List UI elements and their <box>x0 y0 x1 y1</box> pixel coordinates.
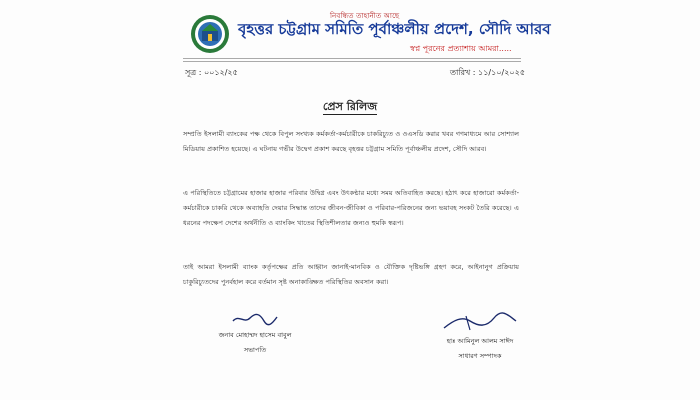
signature-scribble-icon <box>230 312 280 326</box>
organization-title: বৃহত্তর চট্টগ্রাম সমিতি পূর্বাঞ্চলীয় প্রদেশ, সৌদি আরব <box>238 20 551 38</box>
header-divider-secondary <box>183 61 521 62</box>
president-role: সভাপতি <box>243 346 267 354</box>
paragraph-3: তাই আমরা ইসলামী ব্যাংক কর্তৃপক্ষের প্রতি আহ্বান জানাই-মানবিক ও যৌক্তিক দৃষ্টিভঙ্গি গ্রহণ করে, আইনানুগ প্রক্রিয়ায় চাকুরিচ্যুতদের পুনর্বহাল করে বর্তমান সৃষ্ট অনাকাঙ্ক্ষিত পরিস্থিতির অবসান করা। <box>183 263 519 286</box>
secretary-role: সাধারণ সম্পাদক <box>458 352 502 360</box>
signature-block-president <box>200 312 310 356</box>
paragraph-2: এ পরিস্থিতিতে চট্টগ্রামের হাজার হাজার পরিবার উদ্বিগ্ন এবং উৎকণ্ঠার মধ্যে সময় অতিবাহিত করছে। হঠাৎ করে হাজারো কর্মকর্তা-কর্মচারীকে চাকরি থেকে অব্যাহতি দেয়ার সিদ্ধান্ত তাদের জীবন-জীবিকা ও পরিবার-পরিজনের জন্য ভয়াবহ সংকট তৈরি করেছে। এ ধরনের পদক্ষেপ দেশের অর্থনীতি ও ব্যাংকিং খাতের স্থিতিশীলতার জন্যও হুমকি স্বরূপ। <box>183 189 519 227</box>
organization-logo-icon <box>190 14 230 54</box>
document-title-text: প্রেস রিলিজ <box>322 100 378 113</box>
signature-block-secretary <box>425 312 535 362</box>
registered-tagline: নিবন্ধিত তাহা‍নীত আছে <box>330 12 400 20</box>
organization-slogan: স্বপ্ন পূরনের প্রত্যাশায় আমরা..... <box>410 44 512 53</box>
document-title <box>0 98 700 117</box>
header-divider <box>183 58 521 59</box>
secretary-name: হাঃ আমিনুল আলম সাঈদ <box>446 337 514 345</box>
paragraph-1: সম্প্রতি ইসলামী ব্যাংকের পক্ষ থেকে বিপুল সংখ্যক কর্মকর্তা-কর্মচারীকে চাকরিচ্যুত ও ওএসডি করার খবর গণমাধ্যমে আর সোশ্যাল মিডিয়ায় প্রকাশিত হয়েছে। এ ঘটনায় গভীর উদ্বেগ প্রকাশ করছে বৃহত্তর চট্টগ্রাম সমিতি পূর্বাঞ্চলীয় প্রদেশ, সৌদি আরব। <box>183 130 519 153</box>
signature-scribble-icon <box>440 312 520 332</box>
president-name: জনাব মোহাম্মদ হাসেম বাবুল <box>218 331 292 339</box>
reference-number: সূত্র : ০০১২/২৫ <box>185 68 238 77</box>
document-date: তারিখ : ১১/১০/২০২৫ <box>450 68 526 77</box>
